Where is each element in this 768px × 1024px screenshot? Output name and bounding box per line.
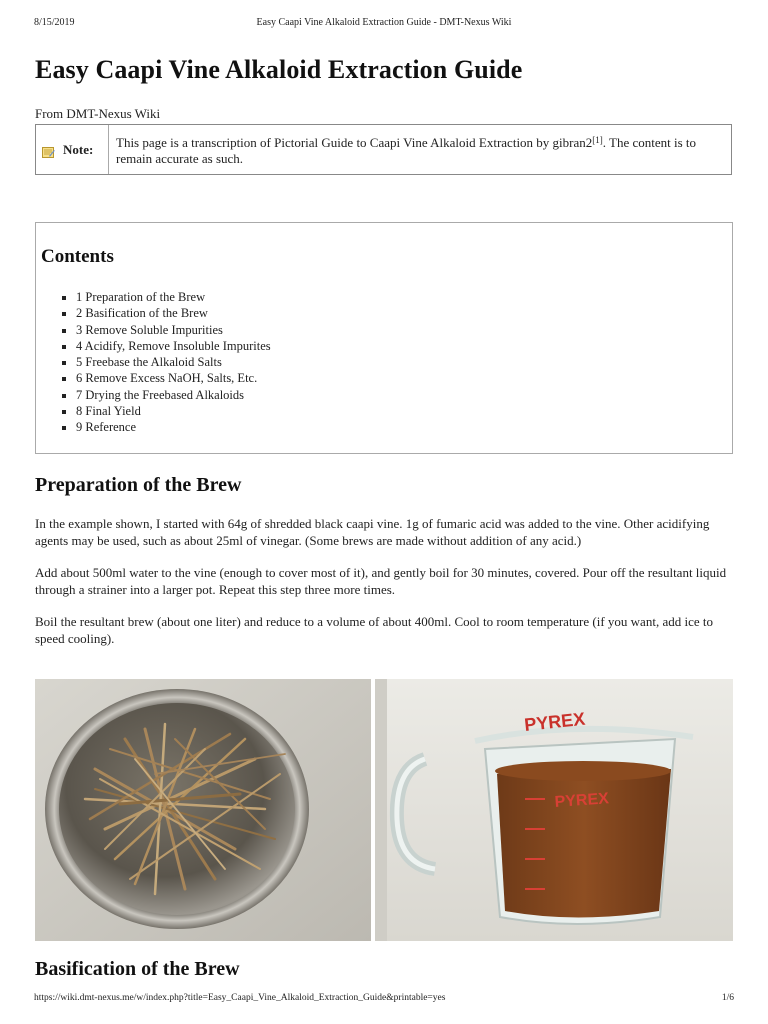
toc-item-freebase[interactable]: 5 Freebase the Alkaloid Salts bbox=[62, 354, 271, 370]
shredded-vine-bowl-photo bbox=[35, 679, 371, 941]
cup-brand-text: PYREX bbox=[523, 708, 587, 735]
note-pad-icon bbox=[42, 146, 55, 158]
paragraph-preparation-2: Add about 500ml water to the vine (enough to cover most of it), and gently boil for 30 minutes, covered. Pour off the resultant liquid through a strainer into a larger pot. Repeat this step three more times. bbox=[35, 565, 727, 597]
section-heading-basification: Basification of the Brew bbox=[35, 958, 240, 980]
toc-title: Contents bbox=[41, 246, 114, 267]
note-box bbox=[35, 124, 732, 175]
toc-item-final-yield[interactable]: 8 Final Yield bbox=[62, 403, 271, 419]
toc-item-drying[interactable]: 7 Drying the Freebased Alkaloids bbox=[62, 387, 271, 403]
toc-item-remove-soluble[interactable]: 3 Remove Soluble Impurities bbox=[62, 322, 271, 338]
print-date: 8/15/2019 bbox=[34, 17, 75, 28]
paragraph-preparation-3: Boil the resultant brew (about one liter) and reduce to a volume of about 400ml. Cool to room temperature (if you want, add ice to speed cooling). bbox=[35, 614, 713, 646]
toc-item-reference[interactable]: 9 Reference bbox=[62, 419, 271, 435]
note-reference-link[interactable]: [1] bbox=[592, 135, 603, 145]
toc-item-basification[interactable]: 2 Basification of the Brew bbox=[62, 305, 271, 321]
print-page-number: 1/6 bbox=[721, 993, 734, 1003]
toc-item-preparation[interactable]: 1 Preparation of the Brew bbox=[62, 289, 271, 305]
note-text bbox=[109, 125, 731, 174]
table-of-contents bbox=[35, 222, 733, 454]
toc-list bbox=[62, 289, 271, 436]
note-label: Note: bbox=[63, 141, 94, 157]
print-header bbox=[34, 17, 734, 31]
cup-brand-text-2: PYREX bbox=[554, 790, 610, 811]
toc-item-remove-naoh[interactable]: 6 Remove Excess NaOH, Salts, Etc. bbox=[62, 370, 271, 386]
note-text-main: This page is a transcription of Pictorial Guide to Caapi Vine Alkaloid Extraction by gibran2 bbox=[116, 135, 593, 150]
print-doc-title: Easy Caapi Vine Alkaloid Extraction Guide - DMT-Nexus Wiki bbox=[256, 17, 512, 28]
measuring-cup-brew-photo bbox=[375, 679, 733, 941]
page-title: Easy Caapi Vine Alkaloid Extraction Guide bbox=[35, 55, 523, 84]
from-line: From DMT-Nexus Wiki bbox=[35, 106, 161, 121]
section-heading-preparation: Preparation of the Brew bbox=[35, 474, 242, 496]
note-text-end: . The content is to remain accurate as such. bbox=[116, 135, 697, 166]
print-url: https://wiki.dmt-nexus.me/w/index.php?title=Easy_Caapi_Vine_Alkaloid_Extraction_Guide&printable=yes bbox=[34, 993, 446, 1003]
paragraph-preparation-1: In the example shown, I started with 64g of shredded black caapi vine. 1g of fumaric acid was added to the vine. Other acidifying agents may be used, such as about 25ml of vinegar. (Some brews are made without addition of any acid.) bbox=[35, 516, 710, 548]
note-label-cell bbox=[36, 125, 109, 174]
toc-item-acidify[interactable]: 4 Acidify, Remove Insoluble Impurites bbox=[62, 338, 271, 354]
